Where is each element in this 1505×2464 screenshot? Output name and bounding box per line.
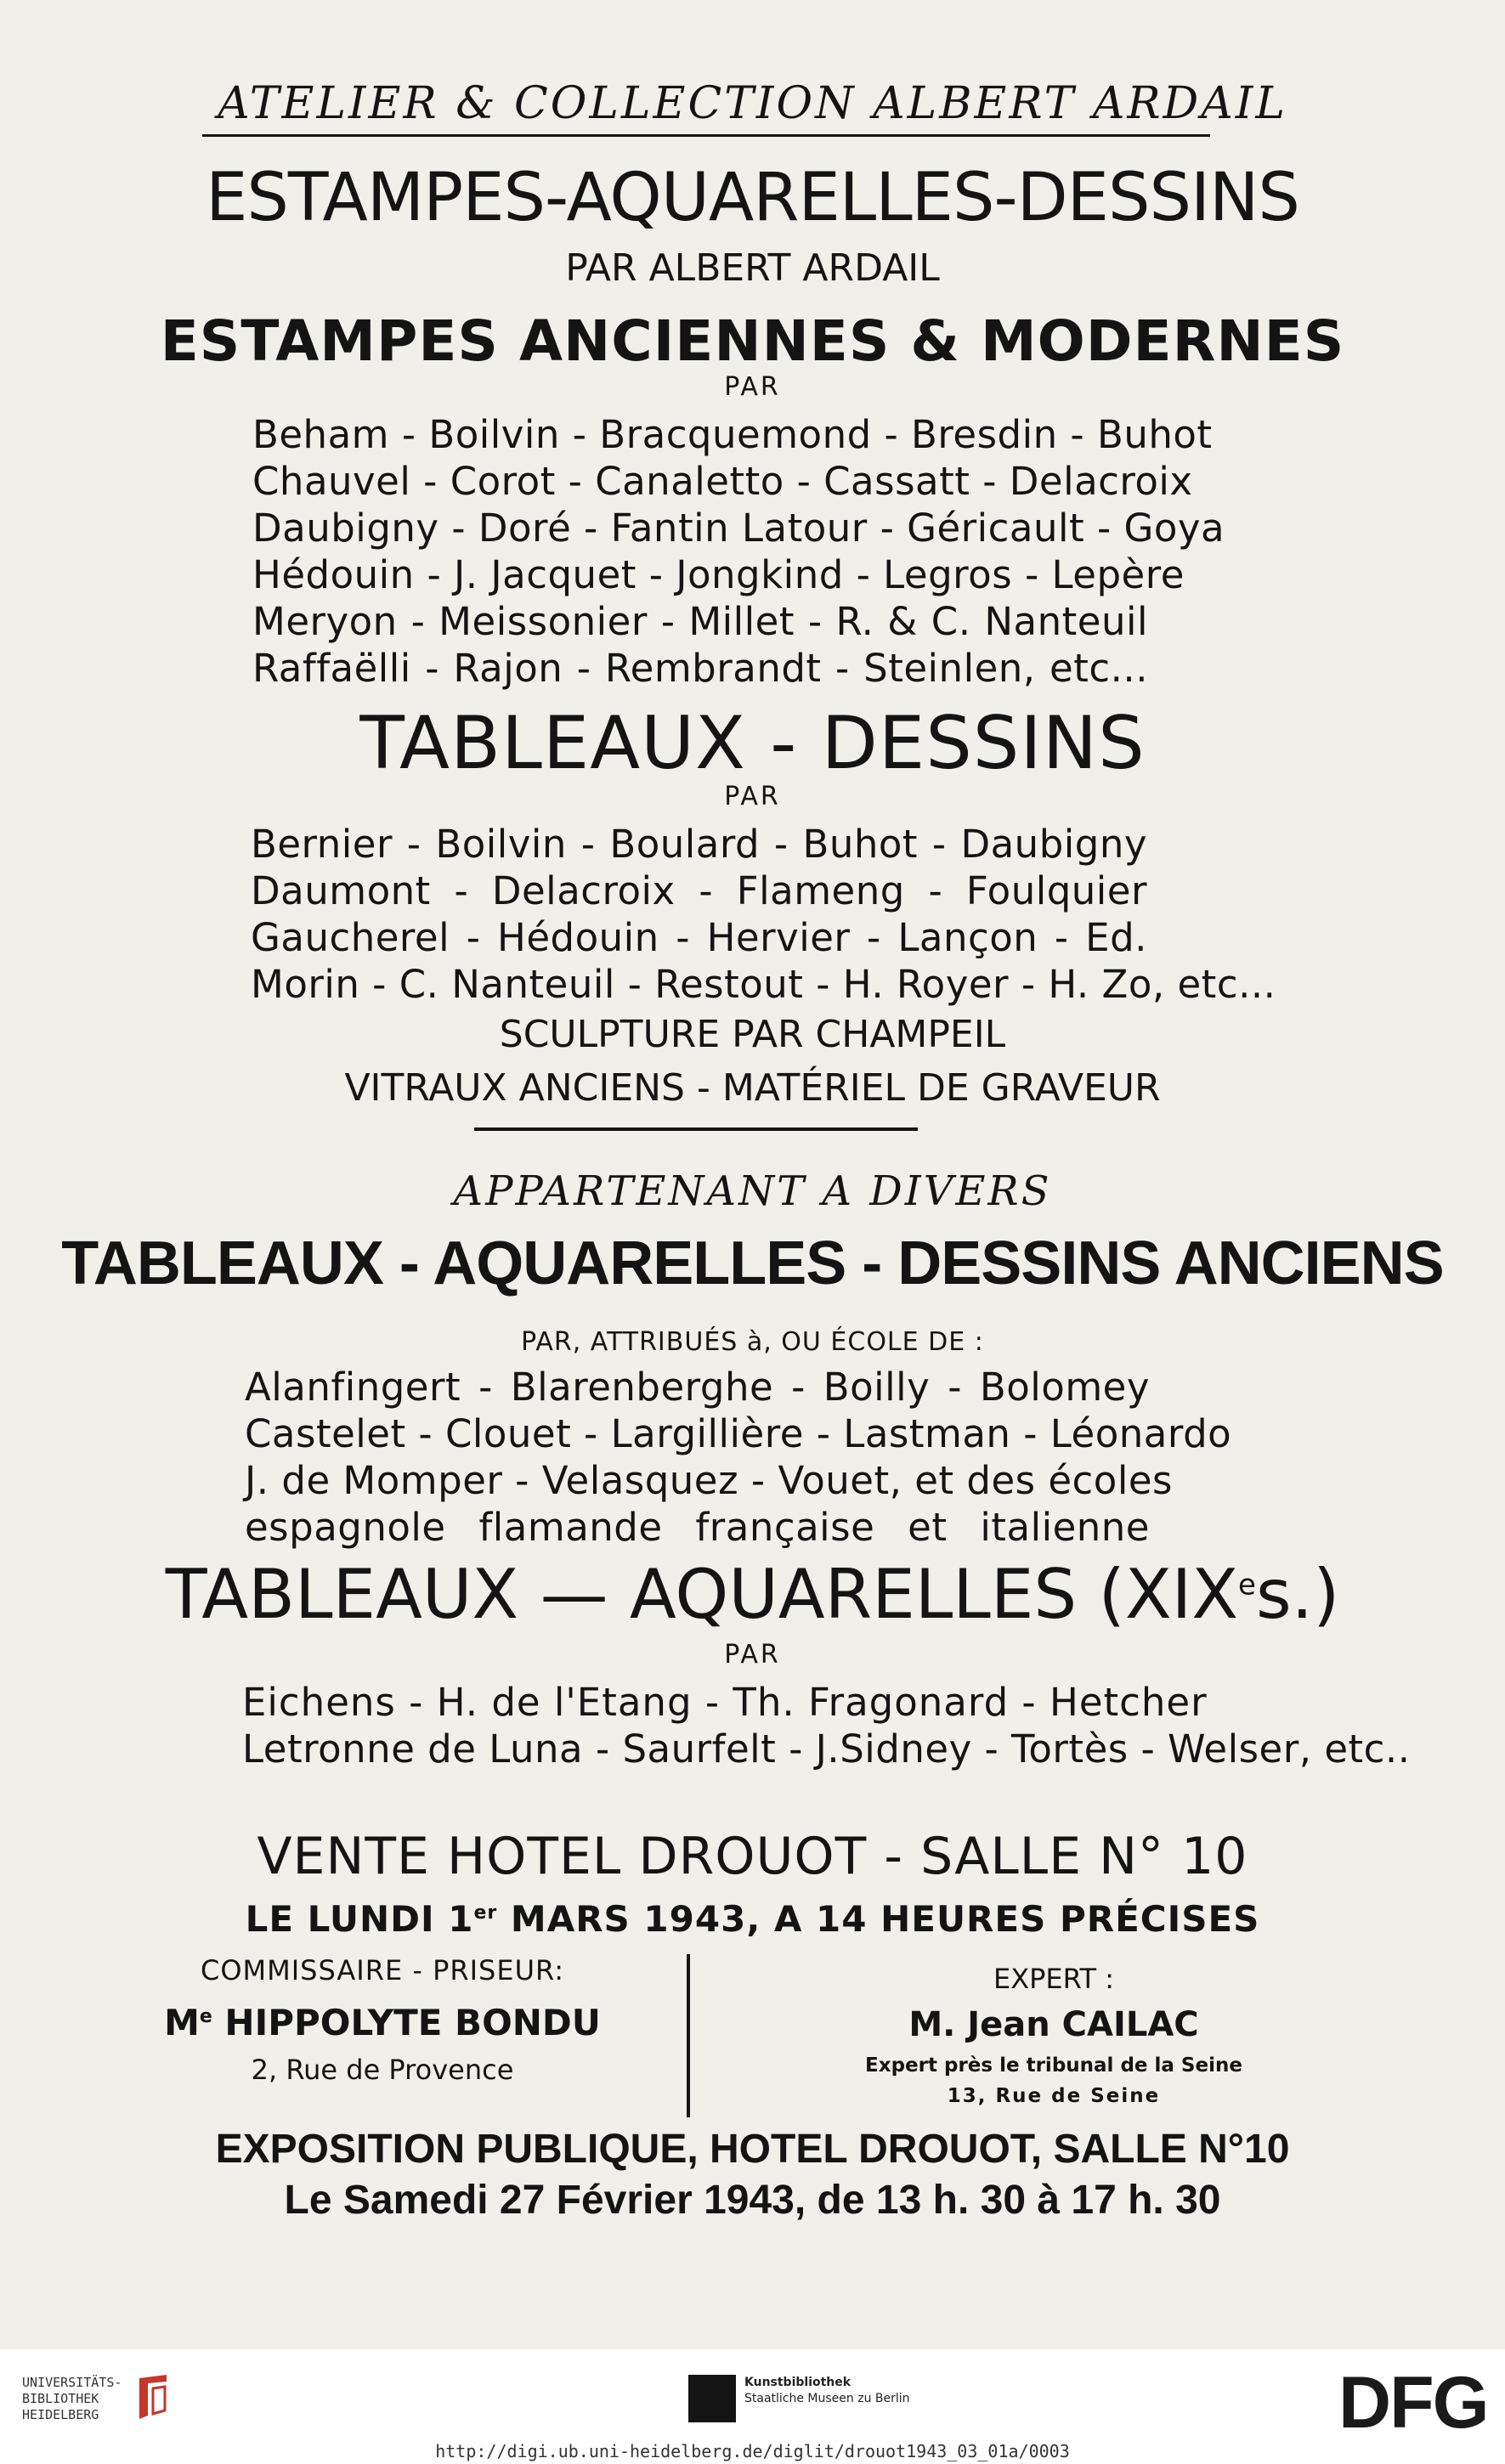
artist-line: Daubigny - Doré - Fantin Latour - Géricault - Goya bbox=[252, 506, 1225, 551]
expert-label: EXPERT : bbox=[993, 1963, 1115, 1995]
sale-date-post: MARS 1943, A 14 HEURES PRÉCISES bbox=[497, 1898, 1260, 1940]
section1-par: PAR bbox=[724, 372, 781, 402]
header-underline bbox=[202, 134, 1210, 137]
sale-venue: VENTE HOTEL DROUOT - SALLE N° 10 bbox=[257, 1827, 1248, 1886]
vitraux-line: VITRAUX ANCIENS - MATÉRIEL DE GRAVEUR bbox=[344, 1066, 1161, 1110]
university-line: UNIVERSITÄTS- bbox=[22, 2375, 122, 2390]
artist-line: Hédouin - J. Jacquet - Jongkind - Legros - Lepère bbox=[252, 552, 1185, 597]
column-divider bbox=[687, 1954, 690, 2117]
artist-line: Letronne de Luna - Saurfelt - J.Sidney - Tortès - Welser, etc.. bbox=[242, 1726, 1411, 1772]
expert-name: M. Jean CAILAC bbox=[908, 2005, 1199, 2044]
sale-date bbox=[0, 1898, 1505, 1940]
expert-block bbox=[748, 1963, 1360, 2107]
section1-artist-list bbox=[252, 411, 1225, 692]
university-library-text bbox=[22, 2375, 122, 2423]
commissaire-block bbox=[119, 1954, 646, 2086]
artist-line: Chauvel - Corot - Canaletto - Cassatt - Delacroix bbox=[252, 459, 1193, 504]
section4-title-end: s.) bbox=[1255, 1555, 1340, 1634]
university-line: HEIDELBERG bbox=[22, 2407, 99, 2422]
section4-artist-list bbox=[242, 1679, 1411, 1772]
artist-line: Meryon - Meissonier - Millet - R. & C. Nanteuil bbox=[252, 599, 1148, 644]
artist-line: Raffaëlli - Rajon - Rembrandt - Steinlen, etc... bbox=[252, 646, 1148, 691]
artist-line: Beham - Boilvin - Bracquemond - Bresdin - Buhot bbox=[252, 412, 1213, 457]
section4-title-main: TABLEAUX — AQUARELLES (XIX bbox=[165, 1555, 1239, 1634]
expert-role: Expert près le tribunal de la Seine bbox=[865, 2054, 1242, 2077]
section4-title-sup: e bbox=[1238, 1568, 1256, 1602]
sale-date-sup: er bbox=[473, 1902, 498, 1924]
commissaire-label: COMMISSAIRE - PRISEUR: bbox=[200, 1954, 565, 1986]
kunst-line: Kunstbibliothek bbox=[744, 2376, 852, 2389]
commissaire-name-post: HIPPOLYTE BONDU bbox=[212, 2002, 601, 2043]
section3-par: PAR, ATTRIBUÉS à, OU ÉCOLE DE : bbox=[521, 1327, 984, 1357]
digitization-footer bbox=[0, 2349, 1505, 2464]
artist-line: espagnole flamande française et italienne bbox=[245, 1505, 1150, 1550]
commissaire-name-sup: e bbox=[199, 2006, 212, 2027]
section2-par: PAR bbox=[724, 782, 781, 811]
artist-line: Morin - C. Nanteuil - Restout - H. Royer - H. Zo, etc... bbox=[251, 962, 1276, 1007]
section1-subtitle: ESTAMPES ANCIENNES & MODERNES bbox=[160, 308, 1345, 374]
artist-line: Gaucherel - Hédouin - Hervier - Lançon - Ed. bbox=[251, 915, 1147, 960]
section3-artist-list bbox=[245, 1364, 1232, 1551]
expert-address: 13, Rue de Seine bbox=[947, 2085, 1161, 2107]
section4-par: PAR bbox=[724, 1640, 781, 1670]
kunstbibliothek-logo-icon bbox=[688, 2375, 736, 2422]
commissaire-address: 2, Rue de Provence bbox=[251, 2054, 514, 2086]
section4-title bbox=[0, 1555, 1505, 1634]
section2-artist-list bbox=[251, 821, 1276, 1008]
artist-line: Castelet - Clouet - Largillière - Lastman - Léonardo bbox=[245, 1411, 1232, 1456]
artist-line: Eichens - H. de l'Etang - Th. Fragonard - Hetcher bbox=[242, 1680, 1208, 1725]
section1-by: PAR ALBERT ARDAIL bbox=[565, 246, 940, 290]
artist-line: Bernier - Boilvin - Boulard - Buhot - Daubigny bbox=[251, 822, 1147, 867]
section3-title: TABLEAUX - AQUARELLES - DESSINS ANCIENS bbox=[61, 1229, 1444, 1297]
section1-title: ESTAMPES-AQUARELLES-DESSINS bbox=[206, 160, 1299, 236]
section-divider bbox=[474, 1127, 918, 1131]
kunst-line: Staatliche Museen zu Berlin bbox=[744, 2392, 910, 2405]
commissaire-name bbox=[119, 2002, 646, 2043]
section3-heading: APPARTENANT A DIVERS bbox=[453, 1167, 1052, 1215]
artist-line: Alanfingert - Blarenberghe - Boilly - Bolomey bbox=[245, 1365, 1150, 1410]
sculpture-line: SCULPTURE PAR CHAMPEIL bbox=[499, 1013, 1006, 1056]
kunstbibliothek-text bbox=[744, 2375, 910, 2407]
dfg-logo: DFG bbox=[1338, 2362, 1488, 2444]
sale-date-pre: LE LUNDI 1 bbox=[245, 1898, 474, 1940]
atelier-heading: ATELIER & COLLECTION ALBERT ARDAIL bbox=[218, 78, 1287, 129]
section2-title: TABLEAUX - DESSINS bbox=[359, 701, 1146, 786]
exposition-line2: Le Samedi 27 Février 1943, de 13 h. 30 à 17 h. 30 bbox=[284, 2178, 1221, 2223]
artist-line: J. de Momper - Velasquez - Vouet, et des écoles bbox=[245, 1458, 1173, 1503]
university-line: BIBLIOTHEK bbox=[22, 2391, 99, 2406]
artist-line: Daumont - Delacroix - Flameng - Foulquier bbox=[251, 868, 1147, 913]
commissaire-name-pre: M bbox=[164, 2002, 200, 2043]
source-url[interactable]: http://digi.ub.uni-heidelberg.de/diglit/drouot1943_03_01a/0003 bbox=[435, 2441, 1070, 2461]
exposition-line1: EXPOSITION PUBLIQUE, HOTEL DROUOT, SALLE N°10 bbox=[215, 2127, 1290, 2172]
university-logo-icon bbox=[136, 2373, 170, 2422]
